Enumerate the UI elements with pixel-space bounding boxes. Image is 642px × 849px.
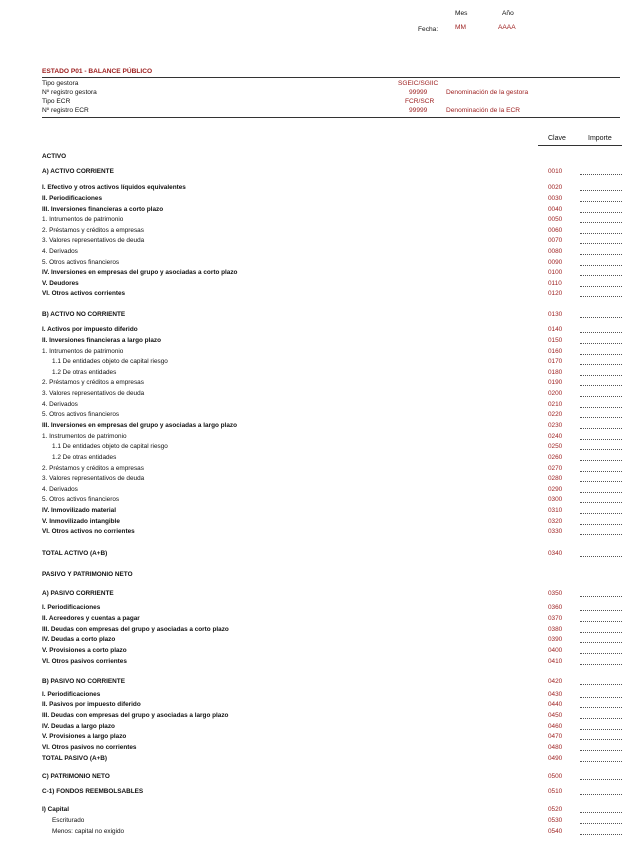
row-clave: 0330 bbox=[548, 528, 563, 535]
row-label: I. Periodificaciones bbox=[42, 691, 101, 698]
balance-row bbox=[42, 236, 622, 246]
balance-row bbox=[42, 614, 622, 624]
importe-field[interactable] bbox=[580, 400, 622, 408]
anio-label: Año bbox=[502, 10, 514, 17]
row-label: 1. Intrumentos de patrimonio bbox=[42, 348, 124, 355]
balance-row bbox=[42, 732, 622, 742]
row-label: III. Deudas con empresas del grupo y asociadas a corto plazo bbox=[42, 626, 229, 633]
row-label: IV. Inversiones en empresas del grupo y asociadas a corto plazo bbox=[42, 269, 238, 276]
importe-field[interactable] bbox=[580, 464, 622, 472]
row-clave: 0430 bbox=[548, 691, 563, 698]
meta-extra-denominacion-gestora[interactable]: Denominación de la gestora bbox=[446, 89, 529, 96]
row-label: V. Provisiones a largo plazo bbox=[42, 733, 127, 740]
row-label: 1. Instrumentos de patrimonio bbox=[42, 433, 127, 440]
importe-field[interactable] bbox=[580, 453, 622, 461]
importe-field[interactable] bbox=[580, 589, 622, 597]
row-label: IV. Inmovilizado material bbox=[42, 507, 116, 514]
row-clave: 0470 bbox=[548, 733, 563, 740]
row-clave: 0370 bbox=[548, 615, 563, 622]
importe-field[interactable] bbox=[580, 485, 622, 493]
row-clave: 0230 bbox=[548, 422, 563, 429]
row-label: A) PASIVO CORRIENTE bbox=[42, 590, 114, 597]
balance-row bbox=[42, 325, 622, 335]
balance-row bbox=[42, 183, 622, 193]
row-label: VI. Otros activos corrientes bbox=[42, 290, 126, 297]
balance-row bbox=[42, 570, 622, 580]
row-label: ACTIVO bbox=[42, 153, 67, 160]
importe-field[interactable] bbox=[580, 805, 622, 813]
balance-row bbox=[42, 289, 622, 299]
row-label: III. Inversiones en empresas del grupo y asociadas a largo plazo bbox=[42, 422, 237, 429]
row-label: III. Inversiones financieras a corto plazo bbox=[42, 206, 164, 213]
importe-field[interactable] bbox=[580, 325, 622, 333]
row-label: VI. Otros activos no corrientes bbox=[42, 528, 135, 535]
balance-row bbox=[42, 167, 622, 177]
balance-row bbox=[42, 336, 622, 346]
row-label: TOTAL ACTIVO (A+B) bbox=[42, 550, 108, 557]
balance-row bbox=[42, 215, 622, 225]
balance-row bbox=[42, 152, 622, 162]
document-title: ESTADO P01 - BALANCE PÚBLICO bbox=[42, 68, 153, 75]
importe-field[interactable] bbox=[580, 336, 622, 344]
meta-label-registro-ecr: Nº registro ECR bbox=[42, 107, 89, 114]
row-clave: 0020 bbox=[548, 184, 563, 191]
balance-row bbox=[42, 816, 622, 826]
importe-field[interactable] bbox=[580, 194, 622, 202]
row-label: V. Deudores bbox=[42, 280, 79, 287]
row-clave: 0040 bbox=[548, 206, 563, 213]
row-clave: 0490 bbox=[548, 755, 563, 762]
row-clave: 0250 bbox=[548, 443, 563, 450]
balance-row bbox=[42, 690, 622, 700]
balance-row bbox=[42, 268, 622, 278]
row-clave: 0160 bbox=[548, 348, 563, 355]
importe-field[interactable] bbox=[580, 700, 622, 708]
row-label: V. Provisiones a corto plazo bbox=[42, 647, 127, 654]
importe-field[interactable] bbox=[580, 368, 622, 376]
meta-value-registro-ecr[interactable]: 99999 bbox=[409, 107, 428, 114]
meta-extra-denominacion-ecr[interactable]: Denominación de la ECR bbox=[446, 107, 521, 114]
row-clave: 0530 bbox=[548, 817, 563, 824]
row-clave: 0360 bbox=[548, 604, 563, 611]
row-clave: 0220 bbox=[548, 411, 563, 418]
row-clave: 0440 bbox=[548, 701, 563, 708]
row-label: I) Capital bbox=[42, 806, 69, 813]
balance-row bbox=[42, 625, 622, 635]
row-clave: 0130 bbox=[548, 311, 563, 318]
row-label: I. Efectivo y otros activos líquidos equivalentes bbox=[42, 184, 186, 191]
row-clave: 0540 bbox=[548, 828, 563, 835]
row-label: 5. Otros activos financieros bbox=[42, 259, 120, 266]
row-clave: 0120 bbox=[548, 290, 563, 297]
balance-row bbox=[42, 646, 622, 656]
balance-row bbox=[42, 743, 622, 753]
row-clave: 0030 bbox=[548, 195, 563, 202]
row-clave: 0060 bbox=[548, 227, 563, 234]
row-label: II. Pasivos por impuesto diferido bbox=[42, 701, 141, 708]
balance-row bbox=[42, 711, 622, 721]
balance-row bbox=[42, 432, 622, 442]
importe-field[interactable] bbox=[580, 279, 622, 287]
importe-field[interactable] bbox=[580, 247, 622, 255]
importe-field[interactable] bbox=[580, 787, 622, 795]
row-label: 3. Valores representativos de deuda bbox=[42, 237, 145, 244]
importe-field[interactable] bbox=[580, 357, 622, 365]
row-clave: 0460 bbox=[548, 723, 563, 730]
balance-row bbox=[42, 368, 622, 378]
row-clave: 0400 bbox=[548, 647, 563, 654]
row-clave: 0180 bbox=[548, 369, 563, 376]
row-label: 2. Préstamos y créditos a empresas bbox=[42, 227, 144, 234]
row-clave: 0310 bbox=[548, 507, 563, 514]
balance-row bbox=[42, 754, 622, 764]
row-label: 1.1 De entidades objeto de capital riesgo bbox=[52, 358, 168, 365]
row-label: II. Periodificaciones bbox=[42, 195, 103, 202]
row-label: VI. Otros pasivos no corrientes bbox=[42, 744, 137, 751]
importe-field[interactable] bbox=[580, 378, 622, 386]
row-label: 4. Derivados bbox=[42, 486, 78, 493]
row-clave: 0050 bbox=[548, 216, 563, 223]
importe-field[interactable] bbox=[580, 167, 622, 175]
row-clave: 0190 bbox=[548, 379, 563, 386]
importe-field[interactable] bbox=[580, 816, 622, 824]
balance-row bbox=[42, 389, 622, 399]
meta-label-tipo-gestora: Tipo gestora bbox=[42, 80, 79, 87]
importe-field[interactable] bbox=[580, 432, 622, 440]
row-clave: 0100 bbox=[548, 269, 563, 276]
row-clave: 0290 bbox=[548, 486, 563, 493]
row-clave: 0390 bbox=[548, 636, 563, 643]
importe-field[interactable] bbox=[580, 614, 622, 622]
balance-row bbox=[42, 279, 622, 289]
importe-field[interactable] bbox=[580, 754, 622, 762]
importe-field[interactable] bbox=[580, 236, 622, 244]
row-clave: 0090 bbox=[548, 259, 563, 266]
balance-row bbox=[42, 410, 622, 420]
row-label: C-1) FONDOS REEMBOLSABLES bbox=[42, 788, 144, 795]
row-label: PASIVO Y PATRIMONIO NETO bbox=[42, 571, 133, 578]
row-clave: 0170 bbox=[548, 358, 563, 365]
balance-row bbox=[42, 442, 622, 452]
balance-row bbox=[42, 495, 622, 505]
row-label: II. Inversiones financieras a largo plazo bbox=[42, 337, 161, 344]
row-clave: 0420 bbox=[548, 678, 563, 685]
importe-field[interactable] bbox=[580, 226, 622, 234]
balance-row bbox=[42, 310, 622, 320]
row-label: B) ACTIVO NO CORRIENTE bbox=[42, 311, 126, 318]
importe-field[interactable] bbox=[580, 625, 622, 633]
balance-row bbox=[42, 827, 622, 837]
row-label: IV. Deudas a largo plazo bbox=[42, 723, 115, 730]
row-label: I. Activos por impuesto diferido bbox=[42, 326, 138, 333]
importe-field[interactable] bbox=[580, 646, 622, 654]
row-label: A) ACTIVO CORRIENTE bbox=[42, 168, 114, 175]
balance-row bbox=[42, 657, 622, 667]
row-clave: 0410 bbox=[548, 658, 563, 665]
row-label: C) PATRIMONIO NETO bbox=[42, 773, 110, 780]
importe-field[interactable] bbox=[580, 711, 622, 719]
balance-row bbox=[42, 772, 622, 782]
importe-field[interactable] bbox=[580, 506, 622, 514]
importe-field[interactable] bbox=[580, 743, 622, 751]
balance-row bbox=[42, 549, 622, 559]
row-clave: 0070 bbox=[548, 237, 563, 244]
importe-field[interactable] bbox=[580, 258, 622, 266]
balance-row bbox=[42, 347, 622, 357]
balance-row bbox=[42, 453, 622, 463]
importe-field[interactable] bbox=[580, 410, 622, 418]
importe-field[interactable] bbox=[580, 527, 622, 535]
row-clave: 0520 bbox=[548, 806, 563, 813]
row-label: 1. Intrumentos de patrimonio bbox=[42, 216, 124, 223]
balance-row bbox=[42, 485, 622, 495]
balance-row bbox=[42, 787, 622, 797]
importe-field[interactable] bbox=[580, 310, 622, 318]
mes-value[interactable]: MM bbox=[455, 24, 466, 31]
row-clave: 0150 bbox=[548, 337, 563, 344]
importe-field[interactable] bbox=[580, 827, 622, 835]
row-clave: 0450 bbox=[548, 712, 563, 719]
importe-field[interactable] bbox=[580, 603, 622, 611]
row-label: 1.2 De otras entidades bbox=[52, 454, 117, 461]
balance-row bbox=[42, 506, 622, 516]
row-clave: 0240 bbox=[548, 433, 563, 440]
column-header-clave: Clave bbox=[548, 135, 566, 142]
meta-value-tipo-gestora[interactable]: SGEIC/SGIIC bbox=[398, 80, 439, 87]
row-label: Menos: capital no exigido bbox=[52, 828, 125, 835]
balance-row bbox=[42, 226, 622, 236]
importe-field[interactable] bbox=[580, 690, 622, 698]
row-clave: 0320 bbox=[548, 518, 563, 525]
balance-row bbox=[42, 722, 622, 732]
row-clave: 0270 bbox=[548, 465, 563, 472]
balance-row bbox=[42, 464, 622, 474]
row-label: 4. Derivados bbox=[42, 401, 78, 408]
importe-field[interactable] bbox=[580, 421, 622, 429]
row-label: 1.2 De otras entidades bbox=[52, 369, 117, 376]
row-label: 3. Valores representativos de deuda bbox=[42, 475, 145, 482]
row-clave: 0350 bbox=[548, 590, 563, 597]
meta-label-tipo-ecr: Tipo ECR bbox=[42, 98, 71, 105]
importe-field[interactable] bbox=[580, 549, 622, 557]
row-label: VI. Otros pasivos corrientes bbox=[42, 658, 127, 665]
importe-field[interactable] bbox=[580, 268, 622, 276]
importe-field[interactable] bbox=[580, 183, 622, 191]
importe-field[interactable] bbox=[580, 442, 622, 450]
balance-row bbox=[42, 205, 622, 215]
row-clave: 0110 bbox=[548, 280, 562, 287]
row-clave: 0210 bbox=[548, 401, 563, 408]
row-clave: 0510 bbox=[548, 788, 563, 795]
balance-row bbox=[42, 421, 622, 431]
row-clave: 0280 bbox=[548, 475, 563, 482]
meta-divider bbox=[42, 117, 620, 118]
anio-value[interactable]: AAAA bbox=[498, 24, 516, 31]
row-label: IV. Deudas a corto plazo bbox=[42, 636, 116, 643]
row-label: 2. Préstamos y créditos a empresas bbox=[42, 465, 144, 472]
row-clave: 0200 bbox=[548, 390, 563, 397]
row-label: II. Acreedores y cuentas a pagar bbox=[42, 615, 140, 622]
row-clave: 0500 bbox=[548, 773, 563, 780]
title-divider bbox=[42, 77, 620, 78]
fecha-label: Fecha: bbox=[418, 26, 439, 33]
row-label: B) PASIVO NO CORRIENTE bbox=[42, 678, 125, 685]
column-header-importe: Importe bbox=[588, 135, 612, 142]
row-label: V. Inmovilizado intangible bbox=[42, 518, 120, 525]
row-clave: 0080 bbox=[548, 248, 563, 255]
balance-row bbox=[42, 258, 622, 268]
row-label: III. Deudas con empresas del grupo y asociadas a largo plazo bbox=[42, 712, 229, 719]
row-clave: 0340 bbox=[548, 550, 563, 557]
balance-row bbox=[42, 194, 622, 204]
importe-field[interactable] bbox=[580, 772, 622, 780]
row-label: Escriturado bbox=[52, 817, 85, 824]
meta-value-registro-gestora[interactable]: 99999 bbox=[409, 89, 428, 96]
meta-value-tipo-ecr[interactable]: FCR/SCR bbox=[405, 98, 435, 105]
importe-field[interactable] bbox=[580, 722, 622, 730]
row-label: 5. Otros activos financieros bbox=[42, 496, 120, 503]
row-label: 2. Préstamos y créditos a empresas bbox=[42, 379, 144, 386]
importe-field[interactable] bbox=[580, 635, 622, 643]
balance-row bbox=[42, 527, 622, 537]
balance-row bbox=[42, 357, 622, 367]
row-label: 5. Otros activos financieros bbox=[42, 411, 120, 418]
importe-field[interactable] bbox=[580, 495, 622, 503]
importe-field[interactable] bbox=[580, 205, 622, 213]
row-label: 1.1 De entidades objeto de capital riesgo bbox=[52, 443, 168, 450]
balance-row bbox=[42, 400, 622, 410]
row-clave: 0010 bbox=[548, 168, 563, 175]
row-label: TOTAL PASIVO (A+B) bbox=[42, 755, 108, 762]
row-clave: 0380 bbox=[548, 626, 563, 633]
column-header-divider bbox=[538, 145, 622, 146]
importe-field[interactable] bbox=[580, 474, 622, 482]
row-label: I. Periodificaciones bbox=[42, 604, 101, 611]
balance-row bbox=[42, 517, 622, 527]
row-label: 4. Derivados bbox=[42, 248, 78, 255]
importe-field[interactable] bbox=[580, 732, 622, 740]
importe-field[interactable] bbox=[580, 215, 622, 223]
row-clave: 0480 bbox=[548, 744, 563, 751]
row-clave: 0260 bbox=[548, 454, 563, 461]
balance-row bbox=[42, 378, 622, 388]
meta-label-registro-gestora: Nº registro gestora bbox=[42, 89, 97, 96]
balance-row bbox=[42, 603, 622, 613]
row-label: 3. Valores representativos de deuda bbox=[42, 390, 145, 397]
balance-row bbox=[42, 589, 622, 599]
importe-field[interactable] bbox=[580, 657, 622, 665]
importe-field[interactable] bbox=[580, 517, 622, 525]
balance-row bbox=[42, 700, 622, 710]
row-clave: 0300 bbox=[548, 496, 563, 503]
balance-row bbox=[42, 474, 622, 484]
balance-row bbox=[42, 635, 622, 645]
mes-label: Mes bbox=[455, 10, 468, 17]
balance-row bbox=[42, 805, 622, 815]
importe-field[interactable] bbox=[580, 347, 622, 355]
importe-field[interactable] bbox=[580, 389, 622, 397]
importe-field[interactable] bbox=[580, 677, 622, 685]
balance-row bbox=[42, 677, 622, 687]
balance-row bbox=[42, 247, 622, 257]
row-clave: 0140 bbox=[548, 326, 563, 333]
importe-field[interactable] bbox=[580, 289, 622, 297]
